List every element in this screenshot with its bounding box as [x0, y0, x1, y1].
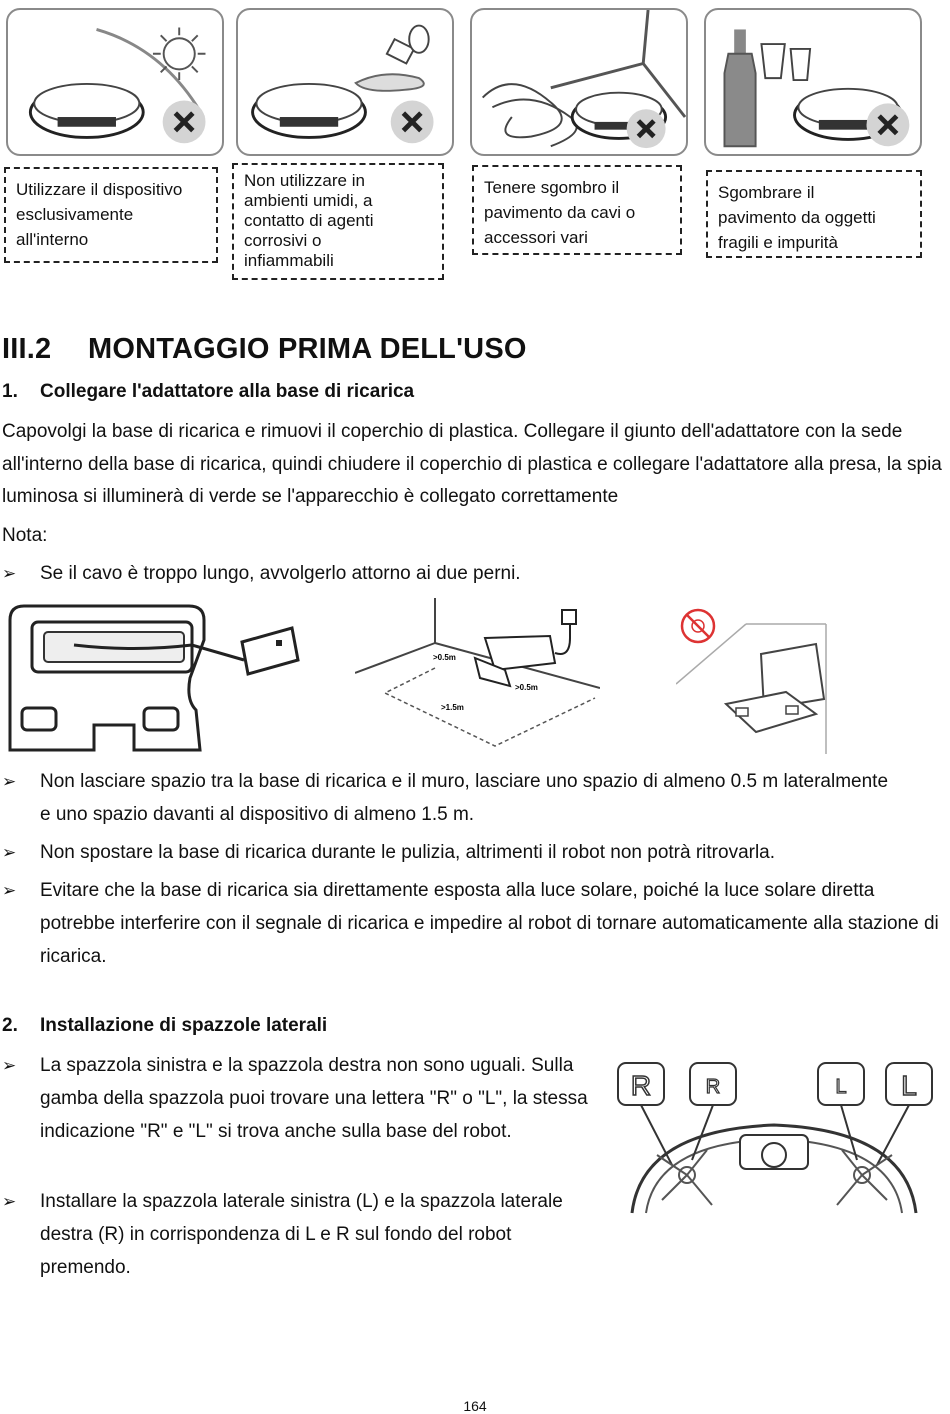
brush-letter-l-1: L — [835, 1076, 847, 1098]
arrow-bullet-icon: ➢ — [2, 564, 17, 583]
cables-icon — [472, 10, 686, 154]
section-heading — [2, 333, 527, 366]
step1-number: 1. — [2, 381, 18, 402]
step2-title: Installazione di spazzole laterali — [40, 1015, 328, 1036]
step2-bullet-install-text: Installare la spazzola laterale sinistra (L) e la spazzola laterale destra (R) in corrispondenza di L e R sul fondo del robot premendo. — [40, 1191, 563, 1278]
section-title: MONTAGGIO PRIMA DELL'USO — [88, 333, 527, 365]
page-number: 164 — [463, 1398, 487, 1414]
arrow-bullet-icon: ➢ — [2, 772, 17, 791]
step2-bullet-different — [2, 1049, 602, 1148]
warning-caption-humid: Non utilizzare in ambienti umidi, a contatto di agenti corrosivi o infiammabili — [232, 163, 444, 280]
step1-bullet-sunlight — [2, 874, 942, 973]
warning-caption-cables: Tenere sgombro il pavimento da cavi o accessori vari — [472, 165, 682, 255]
arrow-bullet-icon: ➢ — [2, 843, 17, 862]
step1-bullet-clearance-text: Non lasciare spazio tra la base di ricarica e il muro, lasciare uno spazio di almeno 0.5 m lateralmente e uno spazio davanti al dispositivo di almeno 1.5 m. — [40, 771, 889, 825]
brush-letter-r-1: R — [630, 1070, 652, 1101]
no-sunlight-figure — [676, 604, 856, 754]
step2-bullet-install — [2, 1185, 602, 1284]
arrow-bullet-icon: ➢ — [2, 1192, 17, 1211]
bottle-and-glasses-icon — [706, 10, 920, 154]
clearance-label-side: >0.5m — [433, 653, 456, 662]
warning-panel-cables — [470, 8, 688, 156]
step2-bullet-different-text: La spazzola sinistra e la spazzola destra non sono uguali. Sulla gamba della spazzola puoi trovare una lettera "R" o "L", la stessa indicazione "R" e "L" si trova anche sulla base del robot. — [40, 1055, 588, 1142]
step1-bullet-sunlight-text: Evitare che la base di ricarica sia direttamente esposta alla luce solare, poiché la luce solare diretta potrebbe interferire con il segnale di ricarica e impedire al robot di tornare automaticamente alla stazione di ricarica. — [40, 880, 939, 967]
warning-caption-fragile: Sgombrare il pavimento da oggetti fragili e impurità — [706, 170, 922, 258]
clearance-label-front: >1.5m — [441, 703, 464, 712]
step1-title: Collegare l'adattatore alla base di ricarica — [40, 381, 415, 402]
warning-caption-indoor: Utilizzare il dispositivo esclusivamente all'interno — [4, 167, 218, 263]
spilled-cup-icon — [238, 10, 452, 154]
step1-bullet-no-move-text: Non spostare la base di ricarica durante le pulizia, altrimenti il robot non potrà ritrovarla. — [40, 842, 776, 863]
warning-panel-indoor — [6, 8, 224, 156]
step1-bullet-clearance — [2, 765, 902, 831]
step2-number: 2. — [2, 1015, 18, 1036]
step1-bullet-no-move — [2, 836, 942, 869]
warning-panel-fragile — [704, 8, 922, 156]
brush-letter-r-2: R — [705, 1076, 721, 1098]
note-label: Nota: — [2, 525, 48, 546]
sun-icon — [8, 10, 222, 154]
warning-panel-humid — [236, 8, 454, 156]
step1-heading — [2, 381, 414, 403]
brush-letter-l-2: L — [901, 1070, 917, 1101]
note-bullet-text: Se il cavo è troppo lungo, avvolgerlo attorno ai due perni. — [40, 563, 521, 584]
base-underside-figure — [4, 600, 300, 752]
section-number: III.2 — [2, 333, 52, 365]
step1-paragraph: Capovolgi la base di ricarica e rimuovi il coperchio di plastica. Collegare il giunto dell'adattatore con la sede all'interno della base di ricarica, quindi chiudere il coperchio di plastica e collegare l'adattatore alla presa, la spia luminosa si illuminerà di verde se l'apparecchio è collegato correttamente — [2, 421, 942, 507]
arrow-bullet-icon: ➢ — [2, 881, 17, 900]
clearance-label-right: >0.5m — [515, 683, 538, 692]
arrow-bullet-icon: ➢ — [2, 1056, 17, 1075]
step2-heading — [2, 1015, 327, 1037]
placement-clearance-diagram — [355, 598, 600, 748]
note-bullet — [2, 557, 942, 590]
side-brush-figure — [612, 1055, 936, 1215]
